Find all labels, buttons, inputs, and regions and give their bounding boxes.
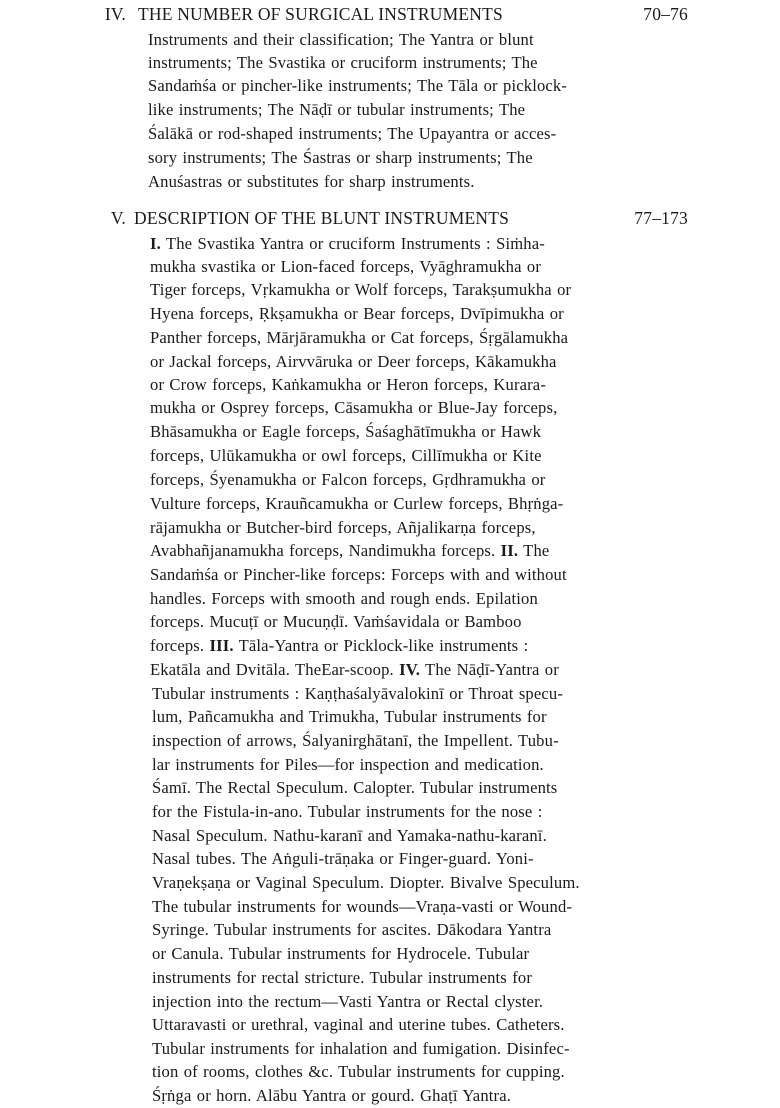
summary-line: Śṛṅga or horn. Alābu Yantra or gourd. Ghaṭī Yantra.	[152, 1086, 512, 1105]
summary-line: Uttaravasti or urethral, vaginal and uterine tubes. Catheters.	[152, 1015, 565, 1034]
summary-line: or Canula. Tubular instruments for Hydrocele. Tubular	[152, 944, 530, 963]
summary-line: or Jackal forceps, Airvvāruka or Deer forceps, Kākamukha	[150, 352, 557, 371]
chapter-heading	[0, 208, 780, 232]
chapter-page-range: 77–173	[634, 208, 688, 228]
summary-line: mukha svastika or Lion-faced forceps, Vyāghramukha or	[150, 257, 542, 276]
summary-line: like instruments; The Nāḍī or tubular instruments; The	[148, 100, 526, 119]
summary-line: Instruments and their classification; The Yantra or blunt	[148, 30, 534, 49]
summary-line: Vraṇekṣaṇa or Vaginal Speculum. Diopter. Bivalve Speculum.	[152, 873, 580, 892]
summary-line: Ekatāla and Dvitāla. TheEar-scoop. IV. The Nāḍī-Yantra or	[150, 660, 559, 679]
summary-line: Tubular instruments for inhalation and fumigation. Disinfec-	[152, 1039, 570, 1058]
summary-line: Anuśastras or substitutes for sharp instruments.	[148, 172, 475, 191]
chapter-number: V.	[110, 208, 126, 228]
summary-line: tion of rooms, clothes &c. Tubular instruments for cupping.	[152, 1062, 565, 1081]
summary-line: Syringe. Tubular instruments for ascites. Dākodara Yantra	[152, 920, 552, 939]
summary-line: injection into the rectum—Vasti Yantra or Rectal clyster.	[152, 992, 544, 1011]
summary-line: inspection of arrows, Śalyanirghātanī, the Impellent. Tubu-	[152, 731, 559, 750]
summary-line: rājamukha or Butcher-bird forceps, Añjalikarṇa forceps,	[150, 518, 536, 537]
summary-line: Bhāsamukha or Eagle forceps, Śaśaghātīmukha or Hawk	[150, 422, 542, 441]
chapter-title: DESCRIPTION OF THE BLUNT INSTRUMENTS	[134, 208, 510, 228]
section-marker: I.	[150, 234, 161, 253]
summary-line: Sandaṁśa or Pincher-like forceps: Forceps with and without	[150, 565, 567, 584]
summary-line: lar instruments for Piles—for inspection and medication.	[152, 755, 544, 774]
summary-line: forceps. Mucuṭī or Mucuṇḍī. Vaṁśavidala or Bamboo	[150, 612, 522, 631]
section-marker: IV.	[399, 660, 421, 679]
summary-line: Panther forceps, Mārjāramukha or Cat forceps, Śṛgālamukha	[150, 328, 569, 347]
summary-line: Śamī. The Rectal Speculum. Calopter. Tubular instruments	[152, 778, 558, 797]
summary-line: Tiger forceps, Vṛkamukha or Wolf forceps, Tarakṣumukha or	[150, 280, 572, 299]
summary-line: lum, Pañcamukha and Trimukha, Tubular instruments for	[152, 707, 547, 726]
chapter-title: THE NUMBER OF SURGICAL INSTRUMENTS	[138, 4, 503, 24]
section-marker: II.	[500, 541, 519, 560]
summary-line: I. The Svastika Yantra or cruciform Instruments : Siṁha-	[150, 234, 545, 253]
summary-line: The tubular instruments for wounds—Vraṇa-vasti or Wound-	[152, 897, 573, 916]
summary-line: Hyena forceps, Ṛkṣamukha or Bear forceps, Dvīpimukha or	[150, 304, 564, 323]
summary-line: Sandaṁśa or pincher-like instruments; The Tāla or picklock-	[148, 76, 568, 95]
summary-line: instruments; The Svastika or cruciform instruments; The	[148, 53, 538, 72]
summary-line: Tubular instruments : Kaṇṭhaśalyāvalokinī or Throat specu-	[152, 684, 564, 703]
summary-line: for the Fistula-in-ano. Tubular instruments for the nose :	[152, 802, 543, 821]
chapter-number: IV.	[104, 4, 126, 24]
summary-line: Vulture forceps, Krauñcamukha or Curlew forceps, Bhṛṅga-	[150, 494, 564, 513]
toc-entry-chapter-v	[0, 208, 780, 1105]
summary-line: Nasal tubes. The Aṅguli-trāṇaka or Finger-guard. Yoni-	[152, 849, 534, 868]
summary-line: sory instruments; The Śastras or sharp instruments; The	[148, 148, 533, 167]
summary-line: handles. Forceps with smooth and rough ends. Epilation	[150, 589, 538, 608]
summary-line: Śalākā or rod-shaped instruments; The Upayantra or acces-	[148, 124, 557, 143]
summary-line: Avabhañjanamukha forceps, Nandimukha forceps. II. The	[150, 541, 550, 560]
summary-line: or Crow forceps, Kaṅkamukha or Heron forceps, Kurara-	[150, 375, 546, 394]
summary-line: forceps, Śyenamukha or Falcon forceps, Gṛdhramukha or	[150, 470, 546, 489]
summary-line: mukha or Osprey forceps, Cāsamukha or Blue-Jay forceps,	[150, 398, 558, 417]
chapter-heading	[0, 4, 780, 28]
summary-line: forceps, Ulūkamukha or owl forceps, Cillīmukha or Kite	[150, 446, 542, 465]
summary-line: instruments for rectal stricture. Tubular instruments for	[152, 968, 533, 987]
toc-entry-chapter-iv	[0, 4, 780, 191]
summary-line: Nasal Speculum. Nathu-karanī and Yamaka-nathu-karanī.	[152, 826, 547, 845]
chapter-page-range: 70–76	[643, 4, 688, 24]
summary-line: forceps. III. Tāla-Yantra or Picklock-like instruments :	[150, 636, 529, 655]
section-marker: III.	[209, 636, 234, 655]
